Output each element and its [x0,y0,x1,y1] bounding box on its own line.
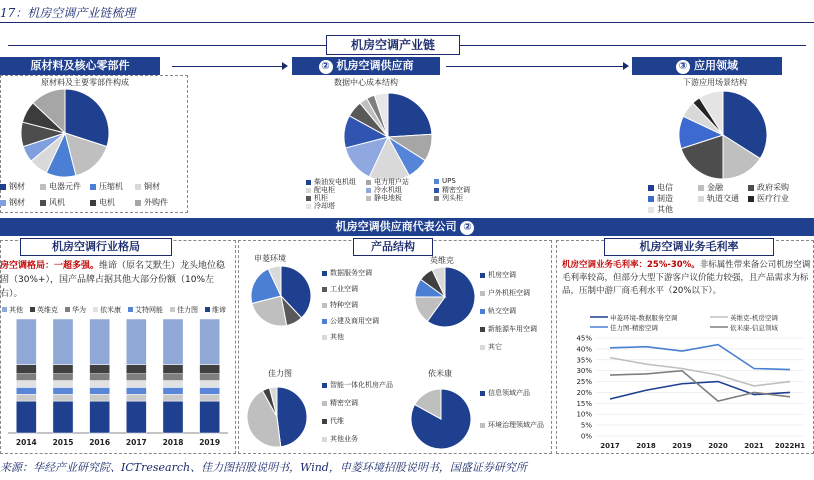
legend-swatch [2,307,7,312]
connector-1 [172,66,282,67]
bar-segment [90,387,110,394]
industry-text: 房空调格局：一超多强。维谛（原名艾默生）龙头地位稳固（30%+），国产品牌占据其他大部分份额（10%左右）。 [0,261,226,299]
pie-yimikang [410,388,472,450]
bar-segment [90,381,110,388]
legend-item: 公建及商用空调 [322,316,379,326]
y-tick-label: 40% [576,345,592,354]
legend-item: 户外机柜空调 [480,288,530,298]
swatch [322,401,327,406]
swatch [434,188,439,193]
legend-item: 轨交空调 [480,306,516,316]
bar-segment [16,401,36,433]
swatch [648,185,654,191]
swatch [366,196,371,201]
figure-title: 17：机房空调产业链梳理 [0,6,136,20]
section3-head: ③ 应用领域 [632,57,782,75]
legend-swatch [170,307,175,312]
arrow-icon [623,62,629,70]
legend-item: 冷却塔 [306,201,335,211]
x-tick-label: 2015 [52,438,74,447]
swatch [322,437,327,442]
series-line [610,371,790,401]
y-tick-label: 5% [580,421,592,430]
swatch [480,423,485,428]
bar-segment [163,394,183,401]
legend-item: 其他业务 [322,434,358,444]
legend-item: 特种空调 [322,300,358,310]
legend-item: 冷水机组 [366,185,402,195]
swatch [480,291,485,296]
bar-segment [16,394,36,401]
legend-item: 精密空调 [322,398,358,408]
swatch [480,327,485,332]
section2-legend [306,177,496,213]
bar-segment [16,365,36,374]
x-tick-label: 2017 [600,442,620,450]
legend-item: 电机 [90,197,115,208]
swatch [306,204,311,209]
bar-segment [126,401,146,433]
section1-head: 原材料及核心零部件 [0,57,160,75]
x-tick-label: 2019 [199,438,221,447]
legend-item: 信息领域产品 [480,388,530,398]
swatch [306,196,311,201]
legend-item: 智能一体化机房产品 [322,380,393,390]
pie-dc-cost [343,92,433,182]
bar-segment [200,401,220,433]
legend-label: 依米康 [100,306,121,314]
swatch [322,335,327,340]
legend-swatch [128,307,133,312]
legend-label: 维谛 [212,306,226,314]
y-tick-label: 10% [576,410,592,419]
company-name-yimikang: 依米康 [428,369,452,378]
section2-head: ② 机房空调供应商 [292,57,440,75]
bar-segment [53,365,73,374]
swatch [480,391,485,396]
swatch [748,196,754,202]
bar-segment [53,374,73,381]
legend-item: UPS [434,177,456,185]
bar-segment [126,394,146,401]
legend-item: 新能源车用空调 [480,324,537,334]
swatch [322,287,327,292]
swatch [322,419,327,424]
company-name-shenling: 申菱环境 [254,254,286,263]
bar-market-share [0,305,236,451]
legend-item: 制造 [648,193,673,204]
swatch [90,200,96,206]
swatch [748,185,754,191]
legend-item: 电器元件 [40,181,81,192]
bar-segment [163,365,183,374]
x-tick-label: 2019 [672,442,692,450]
y-tick-label: 45% [576,334,592,343]
bar-segment [200,319,220,365]
x-tick-label: 2014 [15,438,37,447]
legend-swatch [30,307,35,312]
x-tick-label: 2016 [89,438,111,447]
legend-label: 英维克-机房空调 [730,314,778,322]
legend-item: 其它 [480,342,502,352]
legend-item: 钢材 [0,181,25,192]
company-name-envicool: 英维克 [430,256,454,265]
legend-label: 申菱环境-数据服务空调 [610,314,678,322]
bar-segment [53,387,73,394]
legend-label: 华为 [72,306,86,314]
bar-segment [90,394,110,401]
title-rule [0,22,814,23]
legend-label: 佳力图 [177,306,198,314]
y-tick-label: 25% [576,378,592,387]
swatch [698,185,704,191]
bar-segment [163,319,183,365]
swatch [322,303,327,308]
legend-item: 工业空调 [322,284,358,294]
y-tick-label: 30% [576,367,592,376]
bar-segment [200,374,220,381]
bar-segment [126,365,146,374]
bar-segment [16,374,36,381]
bar-segment [53,394,73,401]
bar-segment [126,387,146,394]
bar-segment [16,387,36,394]
x-tick-label: 2021 [744,442,764,450]
swatch [306,188,311,193]
chain-line-left [8,45,326,46]
legend-item: 静电地板 [366,193,402,203]
swatch [366,180,371,185]
legend-item: 钢材 [0,197,25,208]
products-head: 产品结构 [353,238,433,256]
bar-segment [200,387,220,394]
legend-label: 其他 [9,306,23,314]
legend-swatch [93,307,98,312]
swatch [90,184,96,190]
x-tick-label: 2017 [125,438,147,447]
bar-segment [163,381,183,388]
y-tick-label: 35% [576,356,592,365]
connector-2 [446,66,623,67]
bar-segment [53,381,73,388]
company-name-canatal: 佳力图 [268,369,292,378]
bar-segment [90,365,110,374]
bar-segment [163,387,183,394]
chain-line-right [460,45,806,46]
y-tick-label: 20% [576,388,592,397]
bar-segment [90,374,110,381]
legend-item: 其他 [648,204,673,215]
bar-segment [163,401,183,433]
swatch [0,200,6,206]
legend-item: 外购件 [135,197,168,208]
swatch [322,319,327,324]
bar-segment [163,374,183,381]
swatch [698,196,704,202]
pie-slice [277,387,307,447]
legend-item: 机房空调 [480,270,516,280]
series-line [610,345,790,370]
bar-segment [126,319,146,365]
source-note: 来源：华经产业研究院、ICTresearch、佳力图招股说明书，Wind，申菱环境招股说明书，国盛证券研究所 [0,461,527,474]
bar-segment [90,401,110,433]
legend-item: 铜材 [135,181,160,192]
bar-segment [200,394,220,401]
swatch [135,200,141,206]
swatch [480,345,485,350]
pie-raw-materials [20,88,110,178]
bar-segment [90,319,110,365]
section3-legend [648,182,814,216]
legend-item: 金融 [698,182,723,193]
bar-segment [16,381,36,388]
pie-shenling [250,265,312,327]
pie-envicool [414,266,476,328]
legend-item: 其他 [322,332,344,342]
x-tick-label: 2018 [636,442,656,450]
section2-subtitle: 数据中心成本结构 [334,78,398,87]
swatch [366,188,371,193]
swatch [135,184,141,190]
legend-swatch [205,307,210,312]
industry-head: 机房空调行业格局 [20,238,172,256]
swatch [322,271,327,276]
pie-canatal [246,386,308,448]
bar-segment [200,381,220,388]
swatch [322,383,327,388]
swatch [40,184,46,190]
swatch [480,273,485,278]
y-tick-label: 0% [580,432,592,441]
legend-swatch [65,307,70,312]
legend-item: 代维 [322,416,344,426]
y-tick-label: 15% [576,399,592,408]
chain-title: 机房空调产业链 [326,35,460,55]
bar-segment [16,319,36,365]
x-tick-label: 2018 [162,438,184,447]
swatch [434,179,439,184]
swatch [434,196,439,201]
legend-label: 依米康-信息领域 [730,324,778,332]
x-tick-label: 2022H1 [774,442,806,450]
x-tick-label: 2020 [708,442,728,450]
bar-segment [53,319,73,365]
pie-downstream [678,90,768,180]
swatch [480,309,485,314]
bar-segment [53,401,73,433]
legend-item: 配电柜 [306,185,335,195]
legend-item: 机柜 [306,193,328,203]
margin-text: 机房空调业务毛利率：25%-30%。非标属性带来备公司机房空调毛利率较高，但部分大型下游客户议价能力较强，且产品需求为标品，压制中游厂商毛利水平（20%以下）。 [562,260,811,296]
swatch [40,200,46,206]
swatch [648,207,654,213]
legend-label: 英维克 [37,306,58,314]
representative-band: 机房空调供应商代表公司 ② [0,218,814,236]
margin-head: 机房空调业务毛利率 [604,238,774,256]
legend-label: 艾特网能 [135,306,163,314]
bar-segment [126,374,146,381]
bar-segment [126,381,146,388]
legend-item: 环境治理领域产品 [480,420,544,430]
arrow-icon [282,62,288,70]
legend-item: 电力用户站 [366,177,409,187]
legend-item: 列头柜 [434,193,463,203]
legend-item: 压缩机 [90,181,123,192]
legend-item: 电信 [648,182,673,193]
swatch [306,180,311,185]
legend-item: 精密空调 [434,185,470,195]
section1-subtitle: 原材料及主要零部件构成 [41,78,129,87]
legend-item: 柴油发电机组 [306,177,356,187]
swatch [0,184,6,190]
legend-item: 轨道交通 [698,193,739,204]
line-gross-margin [560,312,814,452]
legend-item: 风机 [40,197,65,208]
pie-slice [388,93,432,137]
section3-subtitle: 下游应用场景结构 [683,78,747,87]
legend-label: 佳力图-精密空调 [610,324,658,332]
legend-item: 政府采购 [748,182,789,193]
swatch [648,196,654,202]
bar-segment [200,365,220,374]
legend-item: 医疗行业 [748,193,789,204]
legend-item: 数据服务空调 [322,268,372,278]
